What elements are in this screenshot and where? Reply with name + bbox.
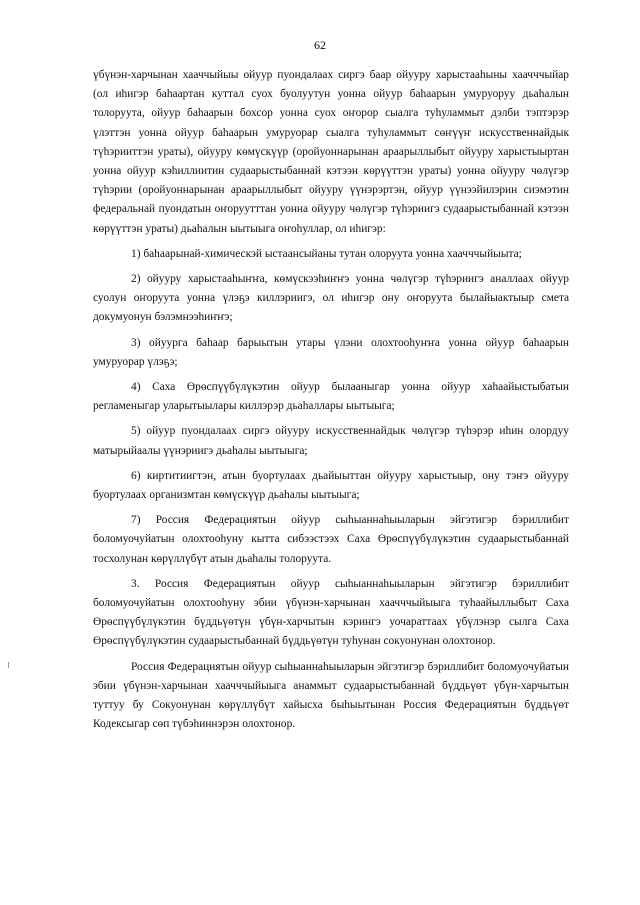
list-item-4: 4) Саха Өрөспүүбүлүкэтин ойуур былааныгар уонна ойуур хаһаайыстыбатын регламеныгар уларытыылары киллэрэр дьаһаллары ыытыыга; — [93, 381, 569, 413]
page-number: 62 — [314, 38, 326, 52]
paragraph-1: үбүнэн-харчынан хааччыйыы ойуур пуондалаах сиргэ баар ойууру харыстааһыны хаачччыйар (ол иһигэр баһаартан куттал суох буолуутун уонна ойуур баһаарын умуруоруу дьаһалын толоруута, ойуур баһаарын бохсор уонна суох оҥорор сыалга туһуламмыт дэлби тэптэрэр үлэттэн уонна ойуур баһаарын умуруорар сыалга туһуламмыт сөҥүүҥ искусственнайдык түһэрииттэн ураты), ойууру көмүскүүр (оройуоннарынан араарыллыбыт ойууру харыстыыртан уонна ойуур кэһиллиитин судаарыстыбаннай кэтээн көрүүттэн ураты) уонна ойууру чөлүгэр түһэрии (оройуоннарынан араарыллыбыт ойууру үүнэрэртэн, ойуур үүнээйилэрин сиэмэтин федеральнай пуондатын оҥоруутттан уонна ойууру чөлүгэр түһэриигэ судаарыстыбаннай кэтээн көрүүттэн ураты) дьаһалын ыытыыга оҥоһуллар, ол иһигэр: — [93, 69, 569, 235]
clause-3: 3. Россия Федерациятын ойуур сыһыаннаһыыларын эйгэтигэр бэриллибит боломуочуйатын олохтооһуну эбии үбүнэн-харчынан хаачччыйыыга туһаайыллыбыт Саха Өрөспүүбүлүкэтин бүддьүөтүн үбүн-харчытын кэрингэ уочараттаах үбүлэнэр сылга Саха Өрөспүүбүлүкэтин судаарыстыбаннай бүддьүөтүн туһунан сокуонунан олохтонор. — [93, 577, 569, 648]
document-body — [93, 66, 569, 735]
closing-paragraph: Россия Федерациятын ойуур сыһыаннаһыыларын эйгэтигэр бэриллибит боломуочуйатын эбии үбүнэн-харчынан хаачччыйыыга анаммыт судаарыстыбаннай бүддьүөт үбүн-харчытын туттуу бу Сокуонунан көрүллүбүт хайысха быһыытынан Россия Федерациятын бүддьүөт Кодексыгар сөп түбэһиннэрэн олохтонор. — [93, 660, 569, 731]
list-item-3: 3) ойуурга баһаар барыытын утары үлэни олохтооһуҥҥа уонна ойуур баһаарын умуруорар үлэҕэ; — [93, 336, 569, 368]
list-item-6: 6) киртитиигтэн, атын буортулаах дьайыыттан ойууру харыстыыр, ону тэҥэ ойууру буортулаах организмтан көмүскүүр дьаһалы ыытыыга; — [93, 469, 569, 502]
list-item-1: 1) баһаарынай-химическэй ыстаансыйаны тутан олоруута уонна хаачччыйыыта; — [131, 247, 522, 260]
list-item-2: 2) ойууру харыстааһыҥҥа, көмүскээһиҥҥэ уонна чөлүгэр түһэриигэ аналлаах ойуур суолун оҥоруута уонна үлэҕэ киллэриигэ, ол иһигэр ону оҥоруута былайыактыыр сметa докумуонун бэлэмнээһиҥҥэ; — [93, 273, 569, 324]
scan-margin-mark — [8, 662, 9, 668]
list-item-5: 5) ойуур пуондалаах сиргэ ойууру искусственнайдык чөлүгэр түһэрэр иһин олордуу матырыйаалы үүнэриигэ дьаһалы ыытыыга; — [93, 425, 569, 457]
list-item-7: 7) Россия Федерациятын ойуур сыһыаннаһыыларын эйгэтигэр бэриллибит боломуочуйатын олохтооһуну кытта сибээстээх Саха Өрөспүүбүлүкэтин судаарыстыбаннай тосхолунан көрүллүбүт атын дьаһалы толоруута. — [93, 514, 569, 565]
